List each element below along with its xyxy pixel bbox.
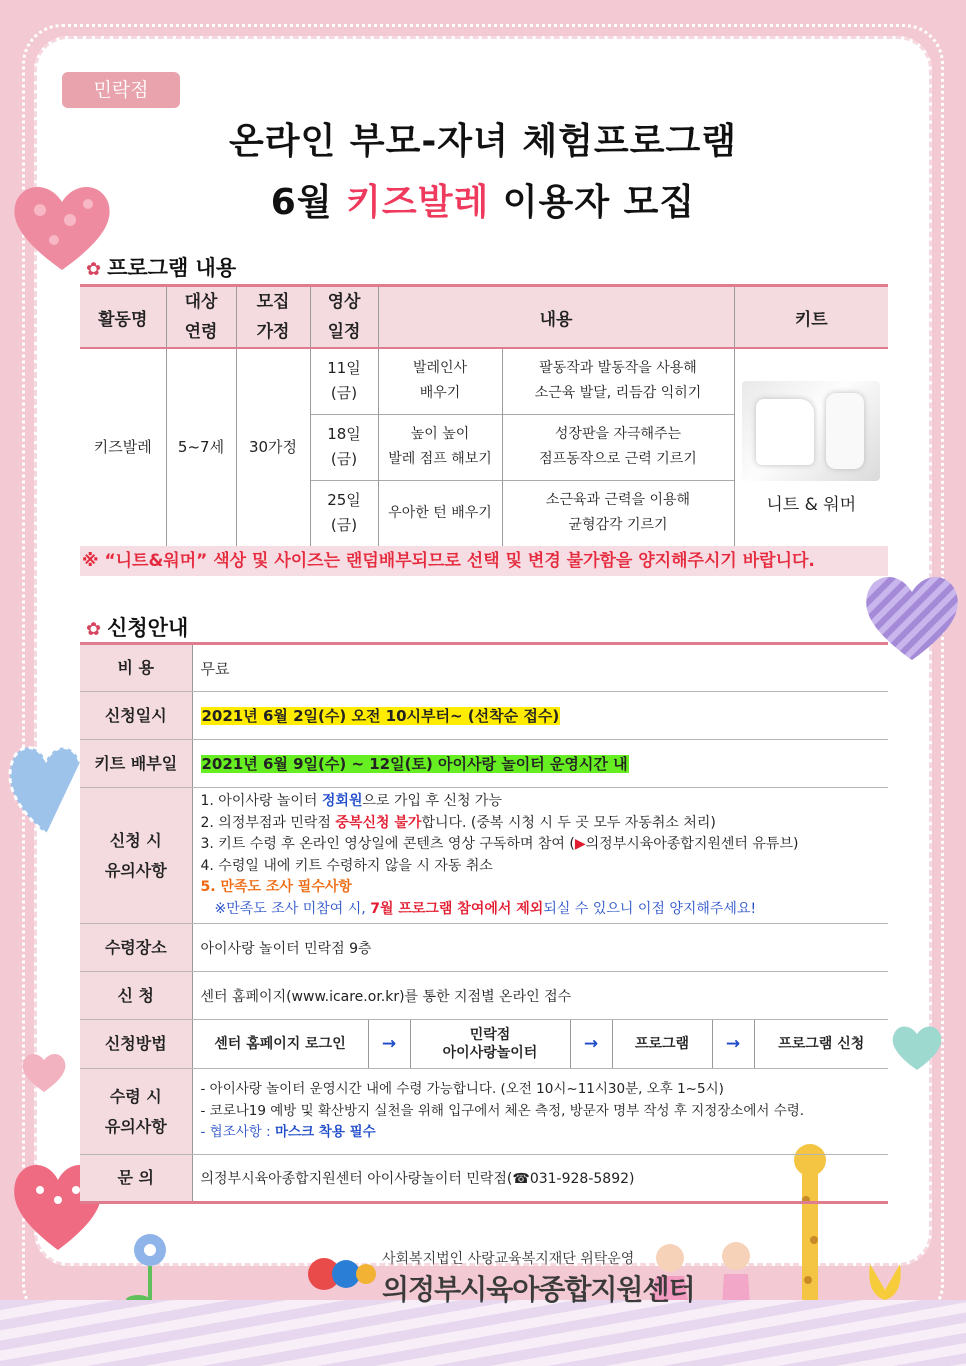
page-subtitle: 6월 키즈발레 이용자 모집 — [270, 182, 696, 223]
session-date: 11일 (금) — [310, 348, 378, 414]
table-row — [80, 972, 888, 1020]
apply-value: 센터 홈페이지(www.icare.or.kr)를 통한 지점별 온라인 접수 — [192, 972, 888, 1020]
center-logo-icon — [306, 1252, 378, 1296]
arrow-right-icon: → — [369, 1020, 411, 1068]
apply-date-label: 신청일시 — [80, 692, 192, 740]
inquiry-value: 의정부시육아종합지원센터 아이사랑놀이터 민락점(☎031-928-5892) — [192, 1155, 888, 1203]
method-flow — [192, 1020, 888, 1069]
note-item: - 아이사랑 놀이터 운영시간 내에 수령 가능합니다. (오전 10시~11시30분, 오후 1~5시) — [200, 1081, 724, 1098]
heart-small-pink-icon — [20, 1050, 68, 1094]
kit-label: 니트 & 워머 — [766, 495, 857, 515]
col-kit: 키트 — [734, 286, 888, 349]
note-item: 4. 수령일 내에 키트 수령하지 않을 시 자동 취소 — [200, 857, 493, 874]
table-row — [80, 788, 888, 924]
note-item: 5. 만족도 조사 필수사항 — [200, 879, 352, 895]
pickup-notes-label: 수령 시 유의사항 — [80, 1069, 192, 1155]
kit-cell — [734, 348, 888, 546]
apply-section-heading: ✿ 신청안내 — [86, 616, 189, 640]
note-item: 3. 키트 수령 후 온라인 영상일에 콘텐츠 영상 구독하며 참여 (▶의정부시육아종합지원센터 유튜브) — [200, 836, 799, 852]
flower-bullet-icon: ✿ — [86, 259, 102, 280]
note-item: - 코로나19 예방 및 확산방지 실천을 위해 입구에서 체온 측정, 방문자 명부 작성 후 지정장소에서 수령. — [200, 1102, 805, 1119]
pickup-value: 아이사랑 놀이터 민락점 9층 — [192, 924, 888, 972]
kit-notice: ※ “니트&워머” 색상 및 사이즈는 랜덤배부되므로 선택 및 변경 불가함을 양지해주시기 바랍니다. — [80, 546, 888, 576]
program-table — [80, 284, 888, 547]
table-row — [80, 348, 888, 414]
note-item: ※만족도 조사 미참여 시, 7월 프로그램 참여에서 제외되실 수 있으니 이점 양지해주세요! — [214, 900, 757, 917]
table-row — [80, 1020, 888, 1069]
table-row — [80, 644, 888, 692]
program-section-heading: ✿ 프로그램 내용 — [86, 256, 237, 280]
session-desc: 팔동작과 발동작을 사용해 소근육 발달, 리듬감 익히기 — [502, 348, 734, 414]
session-desc: 성장판을 자극해주는 점프동작으로 근력 기르기 — [502, 414, 734, 480]
session-title: 우아한 턴 배우기 — [378, 480, 502, 546]
col-schedule: 영상 일정 — [310, 286, 378, 349]
footer-sub: 사회복지법인 사랑교육복지재단 위탁운영 — [382, 1251, 635, 1267]
pickup-notes-value — [192, 1069, 888, 1155]
footer-org-name: 의정부시육아종합지원센터 — [382, 1273, 695, 1306]
flow-step-program: 프로그램 — [613, 1020, 713, 1068]
flow-step-login: 센터 홈페이지 로그인 — [193, 1020, 369, 1068]
kit-date-value: 2021년 6월 9일(수) ~ 12일(토) 아이사랑 놀이터 운영시간 내 — [192, 740, 888, 788]
heart-blue-outline-icon — [6, 738, 84, 836]
arrow-right-icon: → — [571, 1020, 613, 1068]
kit-photo — [742, 381, 880, 481]
page-title: 온라인 부모-자녀 체험프로그램 — [228, 121, 738, 162]
flower-bullet-icon: ✿ — [86, 619, 102, 640]
footer — [382, 1248, 695, 1308]
note-item: 1. 아이사랑 놀이터 정회원으로 가입 후 신청 가능 — [200, 793, 502, 809]
pickup-label: 수령장소 — [80, 924, 192, 972]
notes-value — [192, 788, 888, 924]
col-content: 내용 — [378, 286, 734, 349]
footer-band — [0, 1300, 966, 1366]
session-date: 25일 (금) — [310, 480, 378, 546]
method-label: 신청방법 — [80, 1020, 192, 1069]
flow-step-apply: 프로그램 신청 — [778, 1036, 865, 1052]
table-row — [80, 692, 888, 740]
col-age: 대상 연령 — [166, 286, 236, 349]
col-households: 모집 가정 — [236, 286, 310, 349]
table-row — [80, 924, 888, 972]
session-title: 높이 높이 발레 점프 해보기 — [378, 414, 502, 480]
youtube-icon: ▶ — [574, 836, 586, 852]
households-cell: 30가정 — [236, 348, 310, 546]
age-cell: 5~7세 — [166, 348, 236, 546]
table-row — [80, 740, 888, 788]
session-title: 발레인사 배우기 — [378, 348, 502, 414]
apply-date-value: 2021년 6월 2일(수) 오전 10시부터~ (선착순 접수) — [192, 692, 888, 740]
apply-table — [80, 642, 888, 1204]
fee-label: 비 용 — [80, 644, 192, 692]
inquiry-label: 문 의 — [80, 1155, 192, 1203]
session-date: 18일 (금) — [310, 414, 378, 480]
heart-mint-icon — [890, 1022, 944, 1072]
branch-badge: 민락점 — [62, 72, 180, 108]
col-activity: 활동명 — [80, 286, 166, 349]
note-item: 2. 의정부점과 민락점 중복신청 불가합니다. (중복 시청 시 두 곳 모두 자동취소 처리) — [200, 814, 716, 831]
apply-label: 신 청 — [80, 972, 192, 1020]
table-row — [80, 1155, 888, 1203]
arrow-right-icon: → — [713, 1020, 755, 1068]
session-desc: 소근육과 근력을 이용해 균형감각 기르기 — [502, 480, 734, 546]
kit-date-label: 키트 배부일 — [80, 740, 192, 788]
notes-label: 신청 시 유의사항 — [80, 788, 192, 924]
flow-step-branch: 민락점 아이사랑놀이터 — [411, 1020, 571, 1068]
fee-value: 무료 — [192, 644, 888, 692]
note-item: - 협조사항 : 마스크 착용 필수 — [200, 1124, 376, 1141]
activity-cell: 키즈발레 — [80, 348, 166, 546]
table-row — [80, 1069, 888, 1155]
